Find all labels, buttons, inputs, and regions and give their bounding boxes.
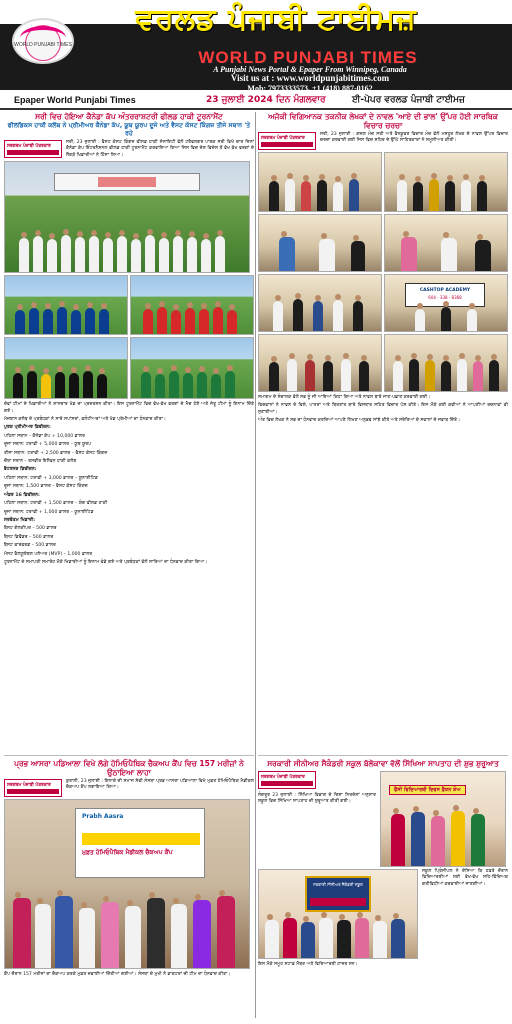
article-headline[interactable]: ਸਰੀ ਵਿਚ ਹੋਇਆ ਕੈਨੇਡਾ ਕੱਪ ਅੰਤਰਰਾਸ਼ਟਰੀ ਫੀਲਡ ਹਾਕੀ ਟੂਰਨਾਮੈਂਟ [35,112,223,121]
health-camp-photo[interactable] [4,799,250,969]
result-line: ਪਹਿਲਾ ਸਥਾਨ: ਟਰਾਫੀ + 1,500 ਡਾਲਰ – ਯੰਗ ਫੀਲਡ ਹਾਕੀ [4,501,108,507]
event-photo-3[interactable] [258,214,382,272]
results-heading: ਵੈਟਰਨਜ਼ ਡਿਵੀਜ਼ਨ: [4,467,37,473]
camp-banner-brand: Prabh Aasra [82,813,124,820]
article-headline[interactable]: ਪ੍ਰਭ ਆਸਰਾ ਪਡਿਆਲਾ ਵਿਖੇ ਲੱਗੇ ਹੋਮਿਓਪੈਥਿਕ ਚੈਕਅਪ ਕੈਂਪ ਵਿਚ 157 ਮਰੀਜ਼ਾਂ ਨੇ ਉਠਾਇਆ ਲਾਹਾ [14,759,244,777]
date-bar [0,92,512,110]
right-column [258,112,508,1018]
article-body-continued [258,395,508,425]
academy-sign-phone: 604 - 338 - 8368 [428,295,462,300]
result-line: ਪਹਿਲਾ ਸਥਾਨ – ਕੈਨੇਡਾ ਕੱਪ + 10,000 ਡਾਲਰ [4,433,85,439]
reporter-label-bar [261,142,313,147]
event-photo-7[interactable] [258,334,382,392]
result-line: ਪਹਿਲਾ ਸਥਾਨ: ਟਰਾਫੀ + 3,000 ਡਾਲਰ – ਯੂਨਾਈਟਿਡ [4,475,98,481]
results-heading: ਅੰਡਰ 16 ਡਿਵੀਜ਼ਨ: [4,492,40,498]
academy-sign-text: CASHTOP ACADEMY [419,288,471,293]
school-board [305,876,371,912]
article-body-continued [4,972,254,978]
canada-cup-banner [54,173,200,191]
school-top-row [258,771,508,867]
team-photo-4[interactable] [4,337,128,399]
paragraph: ਅੰਤ ਵਿਚ ਲੇਖਕ ਨੇ ਸਭ ਦਾ ਧੰਨਵਾਦ ਕਰਦਿਆਂ ਆਪਣੇ ਲਿਖਣ ਅਨੁਭਵ ਸਾਂਝੇ ਕੀਤੇ ਅਤੇ ਸਰੋਤਿਆਂ ਦੇ ਸਵਾਲਾਂ ਦੇ ਜਵਾਬ ਦਿੱਤੇ। [258,418,461,424]
team-group [5,212,249,273]
article-headline[interactable]: ਸਰਕਾਰੀ ਸੀਨੀਅਰ ਸੈਕੰਡਰੀ ਸਕੂਲ ਬੱਲੋਕਾਵਾ ਵੱਲੋਂ ਸਿੱਖਿਆ ਸਾਪਤਾਹ ਦੀ ਸ਼ੁਭ ਸ਼ੁਰੂਆਤ [267,759,499,768]
school-photo-1[interactable] [380,771,506,867]
award-line: ਬੈਸਟ ਫਾਰਵਰਡ – 500 ਡਾਲਰ [4,543,56,549]
paragraph: ਸੰਗਰੂਰ 23 ਜੁਲਾਈ : ਸਿੱਖਿਆ ਵਿਭਾਗ ਦੇ ਦਿਸ਼ਾ ਨਿਰਦੇਸ਼ਾਂ ਅਨੁਸਾਰ ਸਕੂਲ ਵਿਚ ਸਿੱਖਿਆ ਸਾਪਤਾਹ ਦੀ ਸ਼ੁਰੂਆਤ ਕੀਤੀ ਗਈ। [258,793,376,805]
article-novel-discussion [258,112,508,425]
reporter-label-text: ਸਰਗਰਮ ਪੰਜਾਬੀ ਪੱਤਰਕਾਰ [7,144,51,149]
event-photo-4[interactable] [384,214,508,272]
team-photo-3[interactable] [130,275,254,335]
paragraph: ਸਰੀ, 23 ਜੁਲਾਈ : ਗ਼ਜ਼ਲ ਮੰਚ ਸਰੀ ਅਤੇ ਵੈਨਕੂਵਰ ਵਿਚਾਰ ਮੰਚ ਵੱਲੋਂ ਮਸ਼ਹੂਰ ਲੇਖਕ ਦੇ ਨਾਵਲ ਉੱਪਰ ਵਿਚਾਰ ਚਰਚਾ ਕਰਵਾਈ ਗਈ ਜਿਸ ਵਿਚ ਸ਼ਹਿਰ ਦੇ ਉੱਘੇ ਸਾਹਿਤਕਾਰਾਂ ਨੇ ਸ਼ਮੂਲੀਅਤ ਕੀਤੀ। [320,132,508,144]
award-line: ਬੈਸਟ ਗੋਲਕੀਪਰ – 500 ਡਾਲਰ [4,526,57,532]
article-body-continued [258,962,508,968]
reporter-label [258,132,316,150]
team-photo-5[interactable] [130,337,254,399]
result-line: ਦੂਜਾ ਸਥਾਨ: ਟਰਾਫੀ + 1,000 ਡਾਲਰ – ਯੂਨਾਈਟਿਡ [4,509,94,515]
reporter-label-text: ਸਰਗਰਮ ਪੰਜਾਬੀ ਪੱਤਰਕਾਰ [261,136,305,141]
fashion-ribbon [389,776,466,795]
team-photo-2[interactable] [4,275,128,335]
paragraph: ਸਕੂਲ ਪ੍ਰਿੰਸੀਪਲ ਨੇ ਦੱਸਿਆ ਕਿ ਹਫ਼ਤੇ ਦੌਰਾਨ ਵਿਦਿਆਰਥੀਆਂ ਲਈ ਵੱਖ-ਵੱਖ ਸਹਿ-ਵਿੱਦਿਅਕ ਗਤੀਵਿਧੀਆਂ ਕਰਵਾਈਆਂ ਜਾਣਗੀਆਂ। [422,869,508,887]
reporter-label [4,779,62,797]
awards-heading: ਸਰਵੋਤਮ ਖਿਡਾਰੀ: [4,517,36,523]
fashion-ribbon-text: ਫੈਂਸੀ ਵਿਦਿਆਰਥੀ ਦਿਵਸ ਫ਼ੈਸ਼ਨ ਸ਼ੋਅ [389,785,466,795]
award-line: ਬੈਸਟ ਡਿਫੈਂਡਰ – 500 ਡਾਲਰ [4,534,54,540]
school-bottom-row [258,869,508,959]
reporter-label-bar [261,781,313,786]
event-photo-2[interactable] [384,152,508,212]
event-photo-grid [258,152,508,392]
article-body-side [422,869,508,890]
article-health-camp [4,755,254,980]
issue-date: 23 ਜੁਲਾਈ 2024 ਦਿਨ ਮੰਗਲਵਾਰ [206,95,326,105]
event-photo-6[interactable] [384,274,508,332]
result-line: ਚੌਥਾ ਸਥਾਨ – ਤਸਵੀਰ ਇਲੈਵਨ ਹਾਕੀ ਕਲੱਬ [4,459,77,465]
school-board-text: ਸਰਕਾਰੀ ਸੀਨੀਅਰ ਸੈਕੰਡਰੀ ਸਕੂਲ [313,882,363,887]
article-body-continued [4,402,254,566]
reporter-label-text: ਸਰਗਰਮ ਪੰਜਾਬੀ ਪੱਤਰਕਾਰ [261,775,305,780]
result-line: ਦੂਜਾ ਸਥਾਨ: 1,500 ਡਾਲਰ – ਵੈਸਟ ਕੋਸਟ ਕਿੰਗਜ਼ [4,484,88,490]
masthead-tagline: A Punjabi News Portal & Epaper From Winnipeg, Canada [213,65,407,74]
article-subhead: ਫੀਲਡਿਕਸ ਹਾਕੀ ਕਲੱਬ ਨੇ ਪ੍ਰੀਮੀਅਰ ਕੈਨੇਡਾ ਕੱਪ, ਯੂਥ ਯੂਰਪ ਦੂਜੇ ਅਤੇ ਵੈਸਟ ਕੋਸਟ ਕਿੰਗਜ਼ ਤੀਜੇ ਸਥਾਨ 'ਤੇ ਰਹੇ [7,122,251,137]
masthead-title-english: WORLD PUNJABI TIMES [198,48,418,67]
paragraph: ਦੋਵਾਂ ਟੀਮਾਂ ਦੇ ਖਿਡਾਰੀਆਂ ਨੇ ਸ਼ਾਨਦਾਰ ਖੇਡ ਦਾ ਪ੍ਰਦਰਸ਼ਨ ਕੀਤਾ। ਇਸ ਟੂਰਨਾਮੈਂਟ ਵਿਚ ਵੱਖ-ਵੱਖ ਵਰਗਾਂ ਦੇ ਮੈਚ ਹੋਏ ਅਤੇ ਜੇਤੂ ਟੀਮਾਂ ਨੂੰ ਇਨਾਮ ਦਿੱਤੇ ਗਏ। [4,402,254,414]
left-column [4,112,254,1018]
logo[interactable] [12,18,74,64]
camp-banner-band [82,833,200,845]
reporter-label [258,771,316,789]
event-photo-1[interactable] [258,152,382,212]
masthead [0,0,512,93]
team-photo-1[interactable] [4,161,250,273]
team-photo-grid [4,275,254,399]
masthead-visit[interactable]: Visit us at : www.worldpunjabitimes.com [230,73,390,83]
camp-banner [75,808,205,878]
camp-banner-text: ਮੁਫ਼ਤ ਹੋਮਿਓਪੈਥਿਕ ਮੈਡੀਕਲ ਚੈਕਅਪ ਕੈਂਪ [82,849,173,856]
reporter-label-bar [7,789,59,794]
result-line: ਤੀਜਾ ਸਥਾਨ: ਟਰਾਫੀ + 2,500 ਡਾਲਰ – ਵੈਸਟ ਕੋਸਟ ਕਿੰਗਜ਼ [4,450,108,456]
logo-text: WORLD PUNJABI TIMES [14,42,72,48]
paragraph: ਮੇਜ਼ਬਾਨ ਕਲੱਬ ਦੇ ਪ੍ਰਬੰਧਕਾਂ ਨੇ ਸਾਰੇ ਸਪਾਂਸਰਾਂ, ਵਲੰਟੀਅਰਾਂ ਅਤੇ ਖੇਡ ਪ੍ਰੇਮੀਆਂ ਦਾ ਧੰਨਵਾਦ ਕੀਤਾ। [4,417,166,423]
epaper-name-english: Epaper World Punjabi Times [14,95,136,105]
article-school-week [258,755,508,970]
paragraph: ਵਿਦਵਾਨਾਂ ਨੇ ਨਾਵਲ ਦੇ ਵਿਸ਼ੇ, ਪਾਤਰਾਂ ਅਤੇ ਬਿਰਤਾਂਤ ਬਾਰੇ ਵਿਸਥਾਰ ਸਹਿਤ ਵਿਚਾਰ ਪੇਸ਼ ਕੀਤੇ। ਇਸ ਮੌਕੇ ਕਈ ਕਵੀਆਂ ਨੇ ਆਪਣੀਆਂ ਰਚਨਾਵਾਂ ਵੀ ਸੁਣਾਈਆਂ। [258,403,508,415]
paragraph: ਕੈਂਪ ਦੌਰਾਨ 157 ਮਰੀਜ਼ਾਂ ਦਾ ਚੈਕਅਪ ਕਰਕੇ ਮੁਫ਼ਤ ਦਵਾਈਆਂ ਦਿੱਤੀਆਂ ਗਈਆਂ। ਸੰਸਥਾ ਦੇ ਮੁਖੀ ਨੇ ਡਾਕਟਰਾਂ ਦੀ ਟੀਮ ਦਾ ਧੰਨਵਾਦ ਕੀਤਾ। [4,972,231,977]
epaper-name-punjabi: ਈ-ਪੇਪਰ ਵਰਲਡ ਪੰਜਾਬੀ ਟਾਈਮਜ਼ [352,95,465,105]
paragraph: ਇਸ ਮੌਕੇ ਸਮੂਹ ਸਟਾਫ਼ ਮੈਂਬਰ ਅਤੇ ਵਿਦਿਆਰਥੀ ਹਾਜ਼ਰ ਸਨ। [258,962,358,967]
paragraph: ਸਰੀ, 23 ਜੁਲਾਈ : ਵੈਸਟ ਕੋਸਟ ਕਿੰਗਜ਼ ਫੀਲਡ ਹਾਕੀ ਸੋਸਾਇਟੀ ਵੱਲੋਂ ਟਰੈਫਲਗਰ ਪਾਰਕ ਸਰੀ ਵਿਖੇ ਚਾਰ ਦਿਨਾਂ ਕੈਨੇਡਾ ਕੱਪ ਇੰਟਰਨੈਸ਼ਨਲ ਫੀਲਡ ਹਾਕੀ ਟੂਰਨਾਮੈਂਟ ਕਰਵਾਇਆ ਗਿਆ ਜਿਸ ਵਿਚ ਦੇਸ਼ ਵਿਦੇਸ਼ ਤੋਂ ਵੱਖ ਵੱਖ ਵਰਗਾਂ ਦੇ ਸੈਂਕੜੇ ਖਿਡਾਰੀਆਂ ਨੇ ਹਿੱਸਾ ਲਿਆ। [66,140,254,158]
paragraph: ਟੂਰਨਾਮੈਂਟ ਦੇ ਸਮਾਪਤੀ ਸਮਾਰੋਹ ਮੌਕੇ ਖਿਡਾਰੀਆਂ ਨੂੰ ਇਨਾਮ ਵੰਡੇ ਗਏ ਅਤੇ ਪ੍ਰਬੰਧਕਾਂ ਵੱਲੋਂ ਸਾਰਿਆਂ ਦਾ ਧੰਨਵਾਦ ਕੀਤਾ ਗਿਆ। [4,559,208,565]
reporter-label-bar [7,150,59,155]
column-divider [255,112,256,1018]
award-line: ਮੋਸਟ ਵੈਲਯੂਏਬਲ ਪਲੇਅਰ (MVP) – 1,000 ਡਾਲਰ [4,551,93,557]
event-photo-8[interactable] [384,334,508,392]
masthead-title-punjabi: ਵਰਲਡ ਪੰਜਾਬੀ ਟਾਈਮਜ਼ [135,2,417,37]
article-headline[interactable]: ਅਜੋਕੀ ਵਿਗਿਆਨਕ ਤਕਨੀਕ ਲੇਖਕਾਂ ਦੇ ਨਾਵਲ 'ਆਏ ਦੀ ਭਾਲ' ਉੱਪਰ ਹੋਈ ਸਾਰਥਿਕ ਵਿਚਾਰ ਚਰਚਾ [268,112,498,130]
results-heading: ਪੁਰਸ਼ ਪ੍ਰੀਮੀਅਰ ਡਿਵੀਜ਼ਨ: [4,425,51,431]
school-board-band [310,898,366,906]
masthead-contact: Mob: 7973333573, +1 (418) 887-0162 [247,84,373,93]
result-line: ਦੂਜਾ ਸਥਾਨ: ਟਰਾਫੀ + 5,000 ਡਾਲਰ – ਯੂਥ ਯੂਰਪ [4,442,92,448]
reporter-label [4,140,62,158]
paragraph: ਸਮਾਗਮ ਦੇ ਸੰਚਾਲਕ ਵੱਲੋਂ ਸਭ ਨੂੰ ਜੀ ਆਇਆਂ ਕਿਹਾ ਗਿਆ ਅਤੇ ਨਾਵਲ ਬਾਰੇ ਜਾਣ-ਪਛਾਣ ਕਰਵਾਈ ਗਈ। [258,395,431,400]
school-photo-2[interactable] [258,869,418,959]
paragraph: ਕੁਰਾਲੀ, 23 ਜੁਲਾਈ : ਇਲਾਕੇ ਦੀ ਸਮਾਜ ਸੇਵੀ ਸੰਸਥਾ ਪ੍ਰਭ ਆਸਰਾ ਪਡਿਆਲਾ ਵਿਖੇ ਮੁਫ਼ਤ ਹੋਮਿਓਪੈਥਿਕ ਮੈਡੀਕਲ ਚੈਕਅਪ ਕੈਂਪ ਲਗਾਇਆ ਗਿਆ। [66,779,254,791]
event-photo-5[interactable] [258,274,382,332]
reporter-label-text: ਸਰਗਰਮ ਪੰਜਾਬੀ ਪੱਤਰਕਾਰ [7,783,51,788]
article-body [258,793,376,808]
article-hockey [4,112,254,566]
